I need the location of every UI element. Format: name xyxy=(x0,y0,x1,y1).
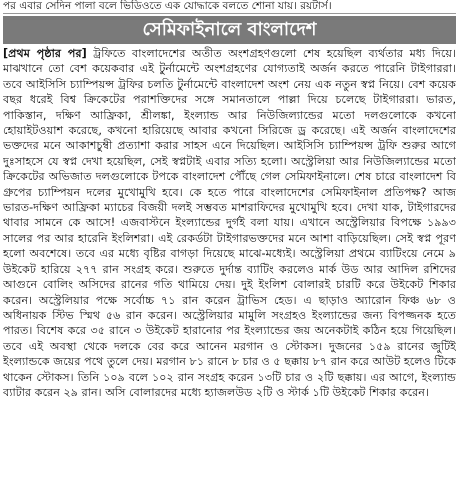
continuation-label: [প্রথম পৃষ্ঠার পর] xyxy=(3,47,87,60)
article-headline: সেমিফাইনালে বাংলাদেশ xyxy=(3,16,456,44)
previous-article-tail: পর এবার সেদিন পালা বলে ভিডিওতে এক যোদ্ধাকে বলতে শোনা যায়। রয়টার্স। xyxy=(3,0,456,14)
article-body-text: ট্রফিতে বাংলাদেশের অতীত অংশগ্রহণগুলো শেষ হয়েছিল ব্যর্থতার মধ্য দিয়ে। মাঝখানে তো বেশ কয়েকবার এই টুর্নামেন্টে অংশগ্রহণের যোগ্যতাই অর্জন করতে পারেনি টাইগাররা। তবে আইসিসি চ্যাম্পিয়ন্স ট্রফির চলতি টুর্নামেন্টে বাংলাদেশ অংশ নেয় এক নতুন স্বপ্ন নিয়ে। বেশ কয়েক বছর ধরেই বিশ্ব ক্রিকেটের পরাশক্তিদের সঙ্গে সমানতালে পাল্লা দিয়ে চলেছে টাইগাররা। ভারত, পাকিস্তান, দক্ষিণ আফ্রিকা, শ্রীলঙ্কা, ইংল্যান্ড আর নিউজিল্যান্ডের মতো দলগুলোকে কখনো হোয়াইটওয়াশ করেছে, কখনো হারিয়েছে আবার কখনো সিরিজে ড্র করেছে। এই অর্জন বাংলাদেশের ভক্তদের মনে আকাশচুম্বী প্রত্যাশা করার সাহস এনে দিয়েছিল। আইসিসি চ্যাম্পিয়ন্স ট্রফি শুরুর আগে দুঃসাহসে যে স্বপ্ন দেখা হয়েছিল, সেই স্বপ্নটাই এবার সত্যি হলো। অস্ট্রেলিয়া আর নিউজিল্যান্ডের মতো ক্রিকেটের অভিজাত দলগুলোকে টপকে বাংলাদেশ পৌঁছে গেল সেমিফাইনালে। শেষ চারে বাংলাদেশ বি গ্রুপের চ্যাম্পিয়ন দলের মুখোমুখি হবে। কে হতে পারে বাংলাদেশের সেমিফাইনাল প্রতিপক্ষ? আজ ভারত-দক্ষিণ আফ্রিকা ম্যাচের বিজয়ী দলই সম্ভবত মাশরাফিদের মুখোমুখি হবে। দেখা যাক, টাইগারদের থাবার সামনে কে আসে! এজবাস্টনে ইংল্যান্ডের দুর্গই বলা যায়। এখানে অস্ট্রেলিয়ার বিপক্ষে ১৯৯৩ সালের পর আর হারেনি ইংলিশরা। এই রেকর্ডটা টাইগারভক্তদের মনে আশা বাড়িয়েছিল। সেই স্বপ্ন পূরণ হলো অবশেষে। তবে এর মধ্যে বৃষ্টির বাগড়া দিয়েছে মাঝে-মধ্যেই। অস্ট্রেলিয়া প্রথমে ব্যাটিংয়ে নেমে ৯ উইকেট হারিয়ে ২৭৭ রান সংগ্রহ করে। শুরুতে দুর্দান্ত ব্যাটিং করলেও মার্ক উড আর আদিল রশিদের আগুনে বোলিং অসিদের রানের গতি থামিয়ে দেয়। দুই ইংলিশ বোলারই চারটি করে উইকেট শিকার করেন। অস্ট্রেলিয়ার পক্ষে সর্বোচ্চ ৭১ রান করেন ট্রাভিস হেড। এ ছাড়াও অ্যারোন ফিঞ্চ ৬৮ ও অধিনায়ক স্টিভ স্মিথ ৫৬ রান করেন। অস্ট্রেলিয়ার মামুলি সংগ্রহও ইংল্যান্ডের জন্য বিপজ্জনক হতে পারত। বিশেষ করে ৩৫ রানে ৩ উইকেট হারানোর পর ইংল্যান্ডের জয় অনেকটাই কঠিন হয়ে গিয়েছিল। তবে এই অবস্থা থেকে দলকে বের করে আনেন মরগান ও স্টোকস। দুজনের ১৫৯ রানের জুটিই ইংল্যান্ডকে জয়ের পথে তুলে দেয়। মরগান ৮১ রানে ৮ চার ও ৫ ছক্কায় ৮৭ রান করে আউট হলেও টিকে থাকেন স্টোকস। তিনি ১০৯ বলে ১০২ রান সংগ্রহ করেন ১৩টি চার ও ২টি ছক্কায়। এর আগে, ইংল্যান্ড ব্যাটার করেন ২৯ রান। অসি বোলারদের মধ্যে হ্যাজলউড ২টি ও স্টার্ক ১টি উইকেট শিকার করেন। xyxy=(3,47,456,399)
article-body xyxy=(3,46,456,478)
